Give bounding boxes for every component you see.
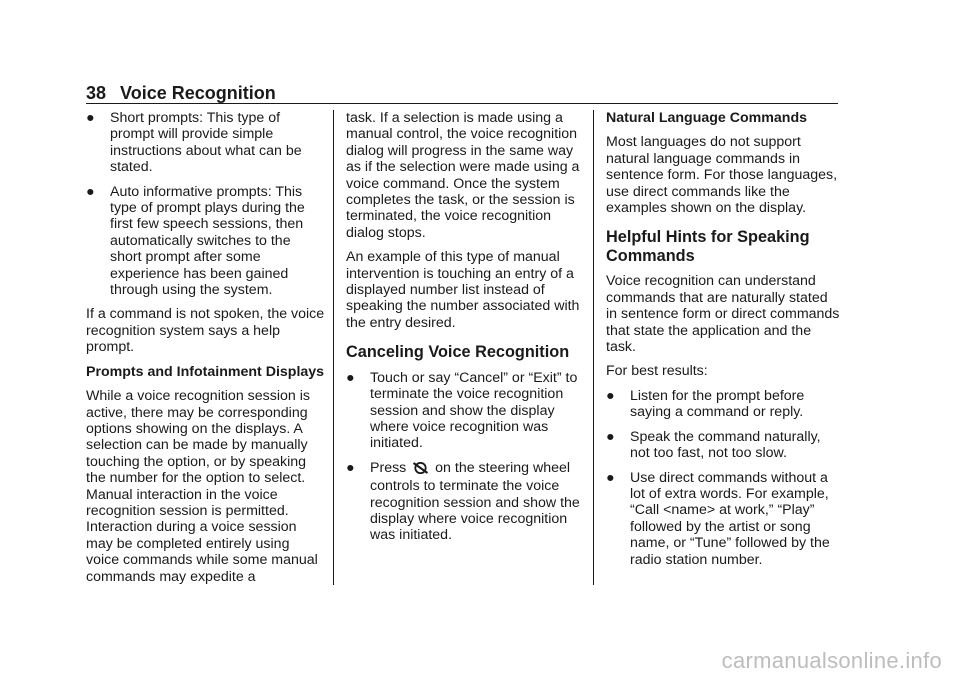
subheading-prompts-displays: Prompts and Infotainment Displays bbox=[86, 363, 325, 380]
page-number: 38 bbox=[86, 83, 107, 103]
list-item bbox=[346, 460, 586, 544]
paragraph: Most languages do not support natural language commands in sentence form. For those languages, use direct commands like the examples shown on the display. bbox=[606, 134, 838, 217]
watermark: carmanualsonline.info bbox=[721, 648, 942, 673]
bullet: ● bbox=[346, 369, 355, 386]
list-item-text: Short prompts: This type of prompt will provide simple instructions about what can be stated. bbox=[110, 110, 302, 176]
list-item-text: Use direct commands without a lot of extra words. For example, “Call <name> at work,” “Play” followed by the artist or song name, or “Tune” followed by the radio station number. bbox=[630, 469, 830, 568]
bullet: ● bbox=[606, 469, 615, 486]
list-item-text: Speak the command naturally, not too fast, not too slow. bbox=[630, 428, 821, 462]
column-2 bbox=[346, 110, 586, 552]
list-item bbox=[346, 370, 586, 452]
paragraph: While a voice recognition session is active, there may be corresponding options showing on the displays. A selection can be made by manually touching the option, or by speaking the number for the option to select. Manual interaction in the voice recognition session is permitted. Interaction during a voice session may be completed entirely using voice commands while some manual commands may expedite a bbox=[86, 388, 318, 585]
bullet: ● bbox=[86, 110, 95, 126]
paragraph: If a command is not spoken, the voice recognition system says a help prompt. bbox=[86, 306, 325, 356]
subheading-natural-language: Natural Language Commands bbox=[606, 110, 808, 126]
header-rule bbox=[86, 103, 838, 104]
list-item bbox=[606, 388, 842, 421]
prompt-types-list bbox=[86, 110, 326, 298]
paragraph: task. If a selection is made using a manual control, the voice recognition dialog will progress in the same way as if the selection were made using a voice command. Once the system completes the task, or the session is terminated, the voice recognition dialog stops. bbox=[346, 110, 580, 241]
list-item bbox=[86, 184, 326, 299]
bullet: ● bbox=[606, 387, 615, 404]
best-results-list bbox=[606, 388, 842, 568]
section-heading-canceling: Canceling Voice Recognition bbox=[346, 343, 570, 362]
list-item-text-pre: Press bbox=[370, 459, 407, 476]
column-3 bbox=[606, 110, 842, 576]
list-item bbox=[606, 470, 842, 568]
paragraph: An example of this type of manual intervention is touching an entry of a displayed number list instead of speaking the number associated with the entry desired. bbox=[346, 249, 580, 331]
list-item bbox=[86, 110, 326, 176]
section-heading-helpful-hints: Helpful Hints for Speaking Commands bbox=[606, 228, 810, 265]
bullet: ● bbox=[606, 428, 615, 445]
list-item-text: Touch or say “Cancel” or “Exit” to terminate the voice recognition session and show the display where voice recognition was initiated. bbox=[370, 369, 578, 452]
paragraph: For best results: bbox=[606, 363, 708, 380]
page-title: Voice Recognition bbox=[120, 83, 276, 103]
list-item-text: Listen for the prompt before saying a command or reply. bbox=[630, 387, 805, 421]
paragraph: Voice recognition can understand commands that are naturally stated in sentence form or direct commands that state the application and the task. bbox=[606, 273, 840, 356]
column-divider-1 bbox=[333, 110, 334, 585]
list-item-text-post: on the steering wheel controls to terminate the voice recognition session and show the display where voice recognition was initiated. bbox=[370, 459, 580, 544]
bullet: ● bbox=[86, 183, 95, 200]
canceling-list bbox=[346, 370, 586, 544]
end-call-icon bbox=[412, 462, 429, 478]
list-item bbox=[606, 429, 842, 462]
column-divider-2 bbox=[593, 110, 594, 585]
column-1 bbox=[86, 110, 326, 593]
bullet: ● bbox=[346, 459, 355, 476]
list-item-text: Auto informative prompts: This type of prompt plays during the first few speech sessions, then automatically switches to the short prompt after some experience has been gained through using the system. bbox=[110, 183, 305, 299]
